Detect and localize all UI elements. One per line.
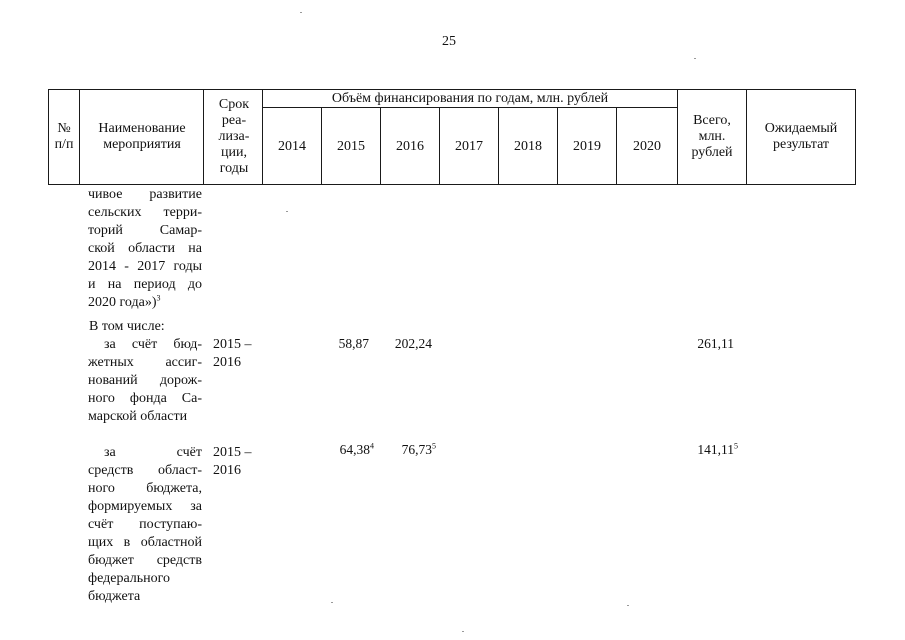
col-line xyxy=(203,89,204,185)
text-line: ного бюджета, xyxy=(88,481,202,496)
text-line: федерального xyxy=(88,571,171,586)
scan-speck xyxy=(300,12,302,13)
text-line: щих в областной xyxy=(88,535,202,550)
text-line: сельских терри- xyxy=(88,205,202,220)
text-line: за счёт бюд- xyxy=(104,337,202,352)
header-name: Наименование мероприятия xyxy=(98,121,186,152)
value-text: 202,24 xyxy=(394,336,432,351)
header-funding-group: Объём финансирования по годам, млн. рублей xyxy=(331,90,609,106)
table-header xyxy=(48,89,856,185)
page-number: 25 xyxy=(442,34,456,49)
value-2015 xyxy=(339,336,369,352)
header-year: 2017 xyxy=(455,138,483,154)
footnote-mark: 5 xyxy=(734,441,738,451)
header-num: № п/п xyxy=(54,121,74,152)
text-line xyxy=(88,294,202,312)
scan-speck xyxy=(331,602,333,603)
footnote-mark: 3 xyxy=(156,293,161,303)
header-year: 2020 xyxy=(633,138,661,154)
header-year: 2016 xyxy=(396,138,424,154)
text-line: 2015 – xyxy=(213,337,252,352)
text-line: средств област- xyxy=(88,463,202,478)
text-line: ного фонда Са- xyxy=(88,391,202,406)
value-text: 58,87 xyxy=(338,336,369,351)
value-2016 xyxy=(402,442,436,458)
text-line: 2014 - 2017 годы xyxy=(88,259,202,274)
scan-speck xyxy=(627,605,629,606)
value-text: 76,73 xyxy=(401,442,432,457)
header-term: Срок реа-лиза-ции, годы xyxy=(218,97,250,176)
value-text: 261,11 xyxy=(697,336,734,351)
scan-speck xyxy=(462,631,464,632)
value-2016 xyxy=(395,336,432,352)
text-line: и на период до xyxy=(88,277,202,292)
header-year: 2015 xyxy=(337,138,365,154)
text-line: ской области на xyxy=(88,241,202,256)
header-result: Ожидаемый результат xyxy=(764,121,838,152)
text-line: бюджета xyxy=(88,589,141,604)
footnote-mark: 4 xyxy=(370,441,374,451)
header-total: Всего, млн. рублей xyxy=(691,113,733,160)
row-name xyxy=(88,336,202,426)
header-year: 2018 xyxy=(514,138,542,154)
value-2015 xyxy=(340,442,374,458)
including-label: В том числе: xyxy=(89,319,165,334)
text-line: 2016 xyxy=(213,463,241,478)
footnote-mark: 5 xyxy=(432,441,436,451)
header-year: 2014 xyxy=(278,138,306,154)
text-line: марской области xyxy=(88,409,188,424)
col-line xyxy=(79,89,80,185)
scan-speck xyxy=(286,211,288,212)
scan-speck xyxy=(694,58,696,59)
text-line: бюджет средств xyxy=(88,553,202,568)
text-line-body: 2020 года») xyxy=(88,295,157,310)
row-term xyxy=(213,444,263,480)
text-line: 2016 xyxy=(213,355,241,370)
continuation-text xyxy=(88,186,202,312)
text-line: жетных ассиг- xyxy=(88,355,202,370)
text-line: чивое развитие xyxy=(88,187,202,202)
text-line: 2015 – xyxy=(213,445,252,460)
col-line xyxy=(855,89,856,185)
row-term xyxy=(213,336,263,372)
value-total xyxy=(697,336,734,352)
value-text: 64,38 xyxy=(339,442,370,457)
value-text: 141,11 xyxy=(697,442,734,457)
text-line: нований дорож- xyxy=(88,373,202,388)
text-line: торий Самар- xyxy=(88,223,202,238)
header-year: 2019 xyxy=(573,138,601,154)
col-line xyxy=(677,89,678,185)
value-total xyxy=(697,442,738,458)
text-line: формируемых за xyxy=(88,499,202,514)
row-name xyxy=(88,444,202,606)
text-line: за счёт xyxy=(104,445,202,460)
text-line: счёт поступаю- xyxy=(88,517,202,532)
